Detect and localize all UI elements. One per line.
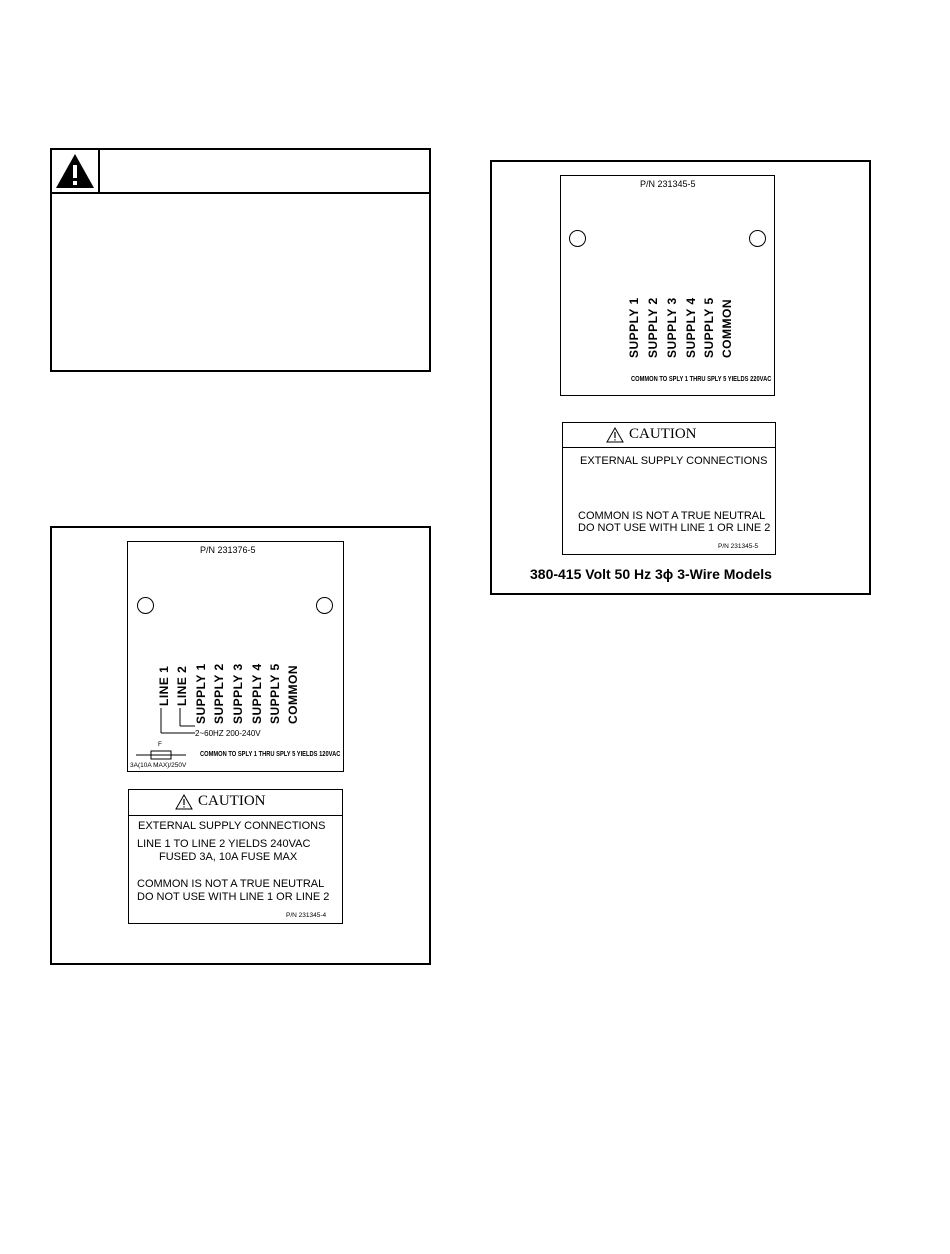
terminal-supply-4: SUPPLY 4: [250, 663, 264, 724]
mounting-hole-right: [316, 597, 333, 614]
freq-voltage: 2~60HZ 200-240V: [195, 729, 261, 738]
caution-a-line-4: COMMON IS NOT A TRUE NEUTRAL: [137, 878, 325, 890]
panel-b-caption: 380-415 Volt 50 Hz 3ϕ 3-Wire Models: [530, 566, 772, 582]
fuse-letter: F: [158, 741, 162, 748]
label-a-part-number: P/N 231376-5: [200, 545, 256, 555]
caution-triangle-icon: [175, 794, 193, 810]
caution-b-line-2: COMMON IS NOT A TRUE NEUTRAL: [578, 510, 766, 522]
caution-b-line-3: DO NOT USE WITH LINE 1 OR LINE 2: [578, 522, 771, 534]
label-b-common-note: COMMON TO SPLY 1 THRU SPLY 5 YIELDS 220VAC: [631, 376, 772, 383]
warning-box: [50, 148, 431, 372]
terminal-common: COMMON: [286, 665, 300, 724]
caution-a-line-2: LINE 1 TO LINE 2 YIELDS 240VAC: [137, 838, 311, 850]
terminal-supply-2: SUPPLY 2: [212, 663, 226, 724]
caution-a-part-number: P/N 231345-4: [286, 912, 327, 919]
caution-b-title: CAUTION: [629, 426, 697, 442]
label-a-common-note: COMMON TO SPLY 1 THRU SPLY 5 YIELDS 120VAC: [200, 751, 341, 758]
line-bracket: [160, 708, 200, 738]
fuse-rating: 3A(10A MAX)/250V: [130, 762, 187, 769]
mounting-hole-left-b: [569, 230, 586, 247]
terminal-b-supply-3: SUPPLY 3: [665, 297, 679, 358]
mounting-hole-left: [137, 597, 154, 614]
fuse-icon: [136, 749, 186, 763]
terminal-supply-5: SUPPLY 5: [268, 663, 282, 724]
terminal-b-supply-2: SUPPLY 2: [646, 297, 660, 358]
caution-b-part-number: P/N 231345-5: [718, 543, 759, 550]
terminal-supply-3: SUPPLY 3: [231, 663, 245, 724]
terminal-b-supply-4: SUPPLY 4: [684, 297, 698, 358]
caution-a-line-3: FUSED 3A, 10A FUSE MAX: [159, 851, 298, 863]
warning-header: [52, 150, 429, 194]
caution-a-title: CAUTION: [198, 793, 266, 809]
caution-a-line-1: EXTERNAL SUPPLY CONNECTIONS: [138, 820, 326, 832]
caution-a-line-5: DO NOT USE WITH LINE 1 OR LINE 2: [137, 891, 330, 903]
warning-icon-cell: [52, 150, 100, 194]
warning-triangle-icon: [52, 150, 98, 192]
terminal-b-supply-1: SUPPLY 1: [627, 297, 641, 358]
caution-triangle-icon-b: [606, 427, 624, 443]
terminal-line-2: LINE 2: [175, 665, 189, 706]
terminal-supply-1: SUPPLY 1: [194, 663, 208, 724]
label-b-part-number: P/N 231345-5: [640, 179, 696, 189]
terminal-line-1: LINE 1: [157, 665, 171, 706]
caution-b-line-1: EXTERNAL SUPPLY CONNECTIONS: [580, 455, 768, 467]
mounting-hole-right-b: [749, 230, 766, 247]
terminal-b-common: COMMON: [720, 299, 734, 358]
terminal-label-b: [560, 175, 775, 396]
terminal-b-supply-5: SUPPLY 5: [702, 297, 716, 358]
